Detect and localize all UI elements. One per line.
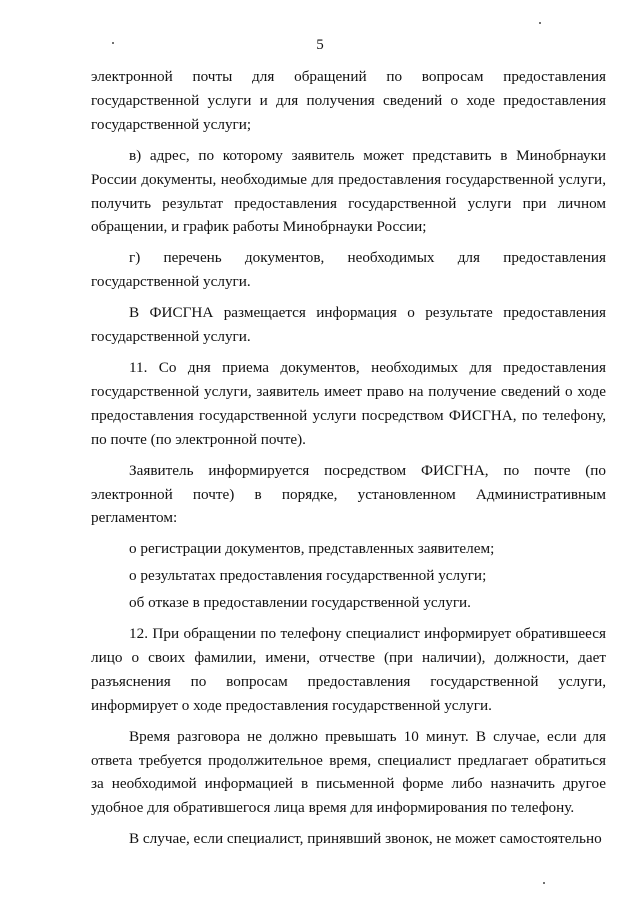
body-text [91,65,606,858]
paragraph-specialist-case: В случае, если специалист, принявший звонок, не может самостоятельно [129,830,602,848]
paragraph-applicant-informed: Заявитель информируется посредством ФИСГНА, по почте (по электронной почте) в порядке, установленном Административным регламентом: [91,461,606,527]
scan-speck [543,882,545,884]
paragraph-12: 12. При обращении по телефону специалист информирует обратившееся лицо о своих фамилии, имени, отчестве (при наличии), должности, дает разъяснения по вопросам предоставления государственной услуги, информирует о ходе предоставления государственной услуги. [91,625,606,714]
scan-speck [112,42,114,44]
list-item-results: о результатах предоставления государственной услуги; [129,567,487,585]
paragraph-fisgna-info: В ФИСГНА размещается информация о результате предоставления государственной услуги. [91,304,606,346]
paragraph-item-v: в) адрес, по которому заявитель может представить в Минобрнауки России документы, необходимые для предоставления государственной услуги, получить результат предоставления государственной услуги при личном обращении, и график работы Минобрнауки России; [91,146,606,236]
paragraph-11: 11. Со дня приема документов, необходимых для предоставления государственной услуги, заявитель имеет право на получение сведений о ходе предоставления государственной услуги посредством ФИСГНА, по телефону, по почте (по электронной почте). [91,358,606,448]
paragraph-item-g: г) перечень документов, необходимых для предоставления государственной услуги. [91,249,606,291]
paragraph-call-duration: Время разговора не должно превышать 10 минут. В случае, если для ответа требуется продолжительное время, специалист предлагает обратиться за необходимой информацией в письменной форме либо назначить другое удобное для обратившегося лица время для информирования по телефону. [91,727,606,817]
page-number: 5 [316,37,324,53]
paragraph-continuation: электронной почты для обращений по вопросам предоставления государственной услуги и для получения сведений о ходе предоставления государственной услуги; [91,68,606,133]
list-item-refusal: об отказе в предоставлении государственной услуги. [129,594,471,612]
scan-speck [539,22,541,24]
list-item-registration: о регистрации документов, представленных заявителем; [129,540,495,558]
